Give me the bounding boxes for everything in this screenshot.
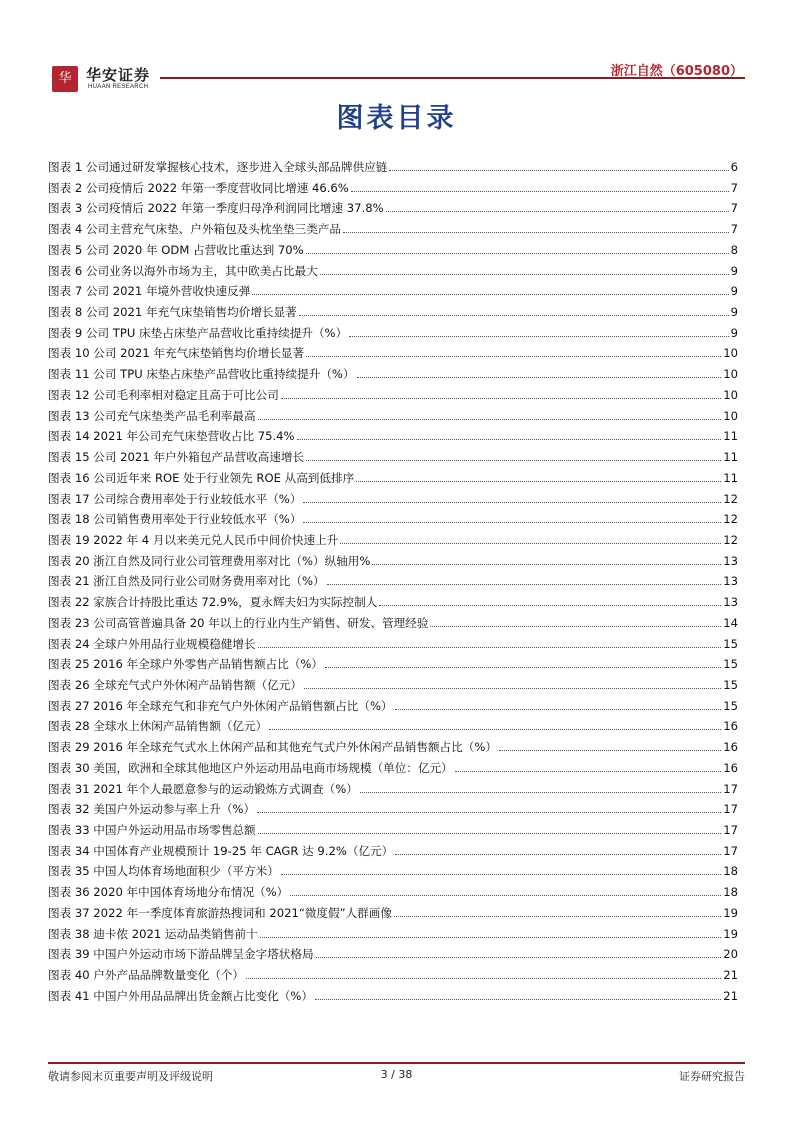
toc-entry-title: 图表 1 公司通过研发掌握核心技术，逐步进入全球头部品牌供应链 [48,160,388,174]
toc-dot-leader [379,605,721,606]
toc-entry-page: 16 [723,760,738,775]
toc-dot-leader [389,170,728,171]
toc-entry-title: 图表 21 浙江自然及同行业公司财务费用率对比（%） [48,574,325,589]
toc-dot-leader [299,315,729,316]
toc-entry-title: 图表 33 中国户外运动用品市场零售总额 [48,823,256,837]
toc-entry[interactable] [48,698,738,719]
toc-entry-title: 图表 39 中国户外运动市场下游品牌呈金字塔状格局 [48,947,314,962]
toc-entry-title: 图表 29 2016 年全球充气式水上休闲产品和其他充气式户外休闲产品销售额占比（%） [48,740,497,755]
toc-entry[interactable] [48,988,738,1009]
toc-entry-page: 19 [723,905,738,920]
toc-dot-leader [306,460,721,461]
toc-dot-leader [340,543,721,544]
toc-entry-page: 10 [723,408,738,423]
toc-entry-page: 13 [723,574,738,589]
toc-entry-page: 12 [723,512,738,527]
toc-dot-leader [297,439,722,440]
toc-dot-leader [327,584,722,585]
toc-dot-leader [357,377,722,378]
toc-entry-title: 图表 7 公司 2021 年境外营收快速反弹 [48,284,251,299]
toc-entry-page: 15 [723,698,738,713]
toc-entry[interactable] [48,428,738,449]
toc-entry-page: 12 [723,491,738,506]
toc-entry[interactable] [48,863,738,884]
toc-entry[interactable] [48,884,738,905]
toc-entry-title: 图表 24 全球户外用品行业规模稳健增长 [48,636,256,651]
toc-entry[interactable] [48,283,738,304]
toc-entry-title: 图表 17 公司综合费用率处于行业较低水平（%） [48,491,302,506]
toc-entry-title: 图表 25 2016 年全球户外零售产品销售额占比（%） [48,657,324,672]
disclaimer-note: 敬请参阅末页重要声明及评级说明 [48,1070,213,1083]
toc-dot-leader [306,356,721,357]
stock-name: 浙江自然（605080） [610,64,743,79]
toc-dot-leader [258,833,722,834]
toc-entry-title: 图表 4 公司主营充气床垫、户外箱包及头枕坐垫三类产品 [48,222,341,237]
toc-entry-page: 11 [723,450,738,465]
toc-entry-title: 图表 35 中国人均体育场地面积少（平方米） [48,864,279,879]
toc-entry[interactable] [48,532,738,553]
toc-entry[interactable] [48,677,738,698]
toc-dot-leader [499,750,721,751]
toc-dot-leader [304,688,721,689]
toc-entry[interactable] [48,263,738,284]
toc-entry-title: 图表 3 公司疫情后 2022 年第一季度归母净利润同比增速 37.8% [48,201,384,216]
toc-entry-page: 9 [730,305,738,320]
toc-entry[interactable] [48,408,738,429]
toc-dot-leader [395,709,722,710]
toc-entry[interactable] [48,511,738,532]
toc-entry-title: 图表 20 浙江自然及同行业公司管理费用率对比（%）纵轴用% [48,553,371,568]
toc-entry-title: 图表 26 全球充气式户外休闲产品销售额（亿元） [48,677,302,692]
brand-name: 华安证券 [86,66,151,84]
toc-entry-page: 21 [723,988,738,1003]
toc-entry-title: 图表 6 公司业务以海外市场为主，其中欧美占比最大 [48,263,318,278]
toc-dot-leader [455,771,722,772]
toc-entry-page: 19 [723,926,738,941]
toc-entry-title: 图表 38 迪卡侬 2021 运动品类销售前十 [48,926,258,941]
toc-entry-page: 16 [723,719,738,734]
toc-dot-leader [343,232,729,233]
toc-entry-page: 17 [723,802,738,817]
toc-entry[interactable] [48,304,738,325]
toc-entry-title: 图表 40 户外产品品牌数量变化（个） [48,968,245,983]
toc-entry-page: 20 [723,947,738,962]
toc-entry-page: 7 [730,222,738,237]
toc-entry-page: 9 [730,325,738,340]
toc-entry-title: 图表 16 公司近年来 ROE 处于行业领先 ROE 从高到低排序 [48,470,355,485]
logo-glyph: 华 [58,71,72,86]
toc-entry[interactable] [48,946,738,967]
toc-entry-title: 图表 13 公司充气床垫类产品毛利率最高 [48,408,256,423]
toc-entry-title: 图表 10 公司 2021 年充气床垫销售均价增长显著 [48,346,305,361]
toc-dot-leader [430,626,721,627]
toc-entry-title: 图表 36 2020 年中国体育场地分布情况（%） [48,885,289,900]
toc-entry[interactable] [48,325,738,346]
toc-entry-title: 图表 34 中国体育产业规模预计 19-25 年 CAGR 达 9.2%（亿元） [48,843,394,858]
toc-entry[interactable] [48,573,738,594]
toc-entry-page: 10 [723,367,738,382]
toc-entry-title: 图表 27 2016 年全球充气和非充气户外休闲产品销售额占比（%） [48,698,393,713]
toc-entry-page: 7 [730,180,738,195]
toc-entry-page: 18 [723,885,738,900]
toc-dot-leader [372,564,721,565]
brand-english: HUAAN RESEARCH [88,84,149,90]
toc-entry-page: 9 [730,263,738,278]
toc-entry[interactable] [48,905,738,926]
toc-entry-page: 15 [723,657,738,672]
toc-entry[interactable] [48,760,738,781]
toc-entry[interactable] [48,200,738,221]
page-number: 3 / 38 [380,1068,413,1081]
toc-entry-page: 8 [730,242,738,257]
toc-dot-leader [257,812,721,813]
toc-dot-leader [316,957,722,958]
toc-entry[interactable] [48,491,738,512]
toc-entry-title: 图表 11 公司 TPU 床垫占床垫产品营收比重持续提升（%） [48,367,355,382]
report-type: 证券研究报告 [679,1070,745,1083]
toc-entry[interactable] [48,718,738,739]
toc-entry[interactable] [48,801,738,822]
toc-entry[interactable] [48,739,738,760]
toc-entry[interactable] [48,387,738,408]
toc-dot-leader [356,481,721,482]
toc-dot-leader [252,294,728,295]
toc-dot-leader [360,792,721,793]
toc-dot-leader [306,253,729,254]
toc-dot-leader [303,502,721,503]
toc-entry-title: 图表 37 2022 年一季度体育旅游热搜词和 2021“微度假”人群画像 [48,905,392,920]
toc-dot-leader [386,211,729,212]
toc-dot-leader [349,336,728,337]
toc-entry[interactable] [48,636,738,657]
toc-dot-leader [269,729,721,730]
toc-entry-page: 11 [723,429,738,444]
toc-entry[interactable] [48,656,738,677]
toc-entry[interactable] [48,967,738,988]
toc-entry-page: 21 [723,968,738,983]
toc-entry-title: 图表 28 全球水上休闲产品销售额（亿元） [48,719,268,734]
toc-dot-leader [325,667,721,668]
toc-entry-title: 图表 30 美国，欧洲和全球其他地区户外运动用品电商市场规模（单位：亿元） [48,760,453,775]
toc-entry[interactable] [48,781,738,802]
toc-entry-page: 14 [723,615,738,630]
toc-entry-page: 13 [723,553,738,568]
toc-entry-page: 10 [723,346,738,361]
toc-entry[interactable] [48,594,738,615]
toc-entry-title: 图表 31 2021 年个人最愿意参与的运动锻炼方式调查（%） [48,781,358,796]
toc-dot-leader [394,916,721,917]
toc-entry-title: 图表 23 公司高管普遍具备 20 年以上的行业内生产销售、研发、管理经验 [48,615,429,630]
toc-dot-leader [315,999,721,1000]
toc-entry[interactable] [48,159,738,180]
table-of-figures [48,159,738,1008]
toc-dot-leader [281,874,721,875]
toc-entry-page: 7 [730,201,738,216]
toc-entry-title: 图表 12 公司毛利率相对稳定且高于可比公司 [48,387,279,402]
toc-entry-page: 10 [723,387,738,402]
toc-entry[interactable] [48,843,738,864]
toc-entry[interactable] [48,449,738,470]
toc-dot-leader [351,191,729,192]
toc-entry-title: 图表 22 家族合计持股比重达 72.9%，夏永辉夫妇为实际控制人 [48,595,378,610]
toc-entry-page: 11 [723,470,738,485]
toc-entry[interactable] [48,221,738,242]
toc-entry-title: 图表 2 公司疫情后 2022 年第一季度营收同比增速 46.6% [48,180,349,195]
toc-entry-page: 9 [730,284,738,299]
toc-entry-title: 图表 9 公司 TPU 床垫占床垫产品营收比重持续提升（%） [48,325,348,340]
toc-entry[interactable] [48,822,738,843]
toc-entry-page: 18 [723,864,738,879]
toc-entry[interactable] [48,180,738,201]
toc-entry-title: 图表 5 公司 2020 年 ODM 占营收比重达到 70% [48,242,304,257]
toc-dot-leader [258,647,722,648]
toc-entry-page: 13 [723,595,738,610]
toc-entry-title: 图表 15 公司 2021 年户外箱包产品营收高速增长 [48,450,305,465]
toc-entry-page: 15 [723,677,738,692]
toc-entry[interactable] [48,470,738,491]
toc-entry-page: 17 [723,843,738,858]
toc-dot-leader [290,895,721,896]
toc-dot-leader [395,854,721,855]
toc-entry-title: 图表 32 美国户外运动参与率上升（%） [48,802,256,817]
toc-dot-leader [246,978,721,979]
toc-entry-page: 17 [723,781,738,796]
toc-entry[interactable] [48,553,738,574]
toc-entry[interactable] [48,926,738,947]
toc-entry[interactable] [48,242,738,263]
toc-entry[interactable] [48,366,738,387]
toc-entry-page: 15 [723,636,738,651]
page-title: 图表目录 [336,103,457,134]
toc-entry-title: 图表 41 中国户外用品品牌出货金额占比变化（%） [48,988,314,1003]
toc-dot-leader [303,522,721,523]
toc-entry-page: 16 [723,740,738,755]
toc-dot-leader [260,937,722,938]
company-logo [52,66,78,92]
toc-entry[interactable] [48,345,738,366]
toc-entry-title: 图表 18 公司销售费用率处于行业较低水平（%） [48,512,302,527]
toc-entry-title: 图表 19 2022 年 4 月以来美元兑人民币中间价快速上升 [48,532,339,547]
toc-entry-page: 6 [730,160,738,174]
toc-entry-page: 17 [723,823,738,837]
page-header [48,62,745,96]
toc-entry[interactable] [48,615,738,636]
footer-divider [48,1062,745,1064]
toc-dot-leader [320,274,729,275]
toc-dot-leader [258,419,722,420]
toc-entry-title: 图表 8 公司 2021 年充气床垫销售均价增长显著 [48,305,297,320]
toc-entry-title: 图表 14 2021 年公司充气床垫营收占比 75.4% [48,429,295,444]
toc-dot-leader [281,398,721,399]
toc-entry-page: 12 [723,532,738,547]
